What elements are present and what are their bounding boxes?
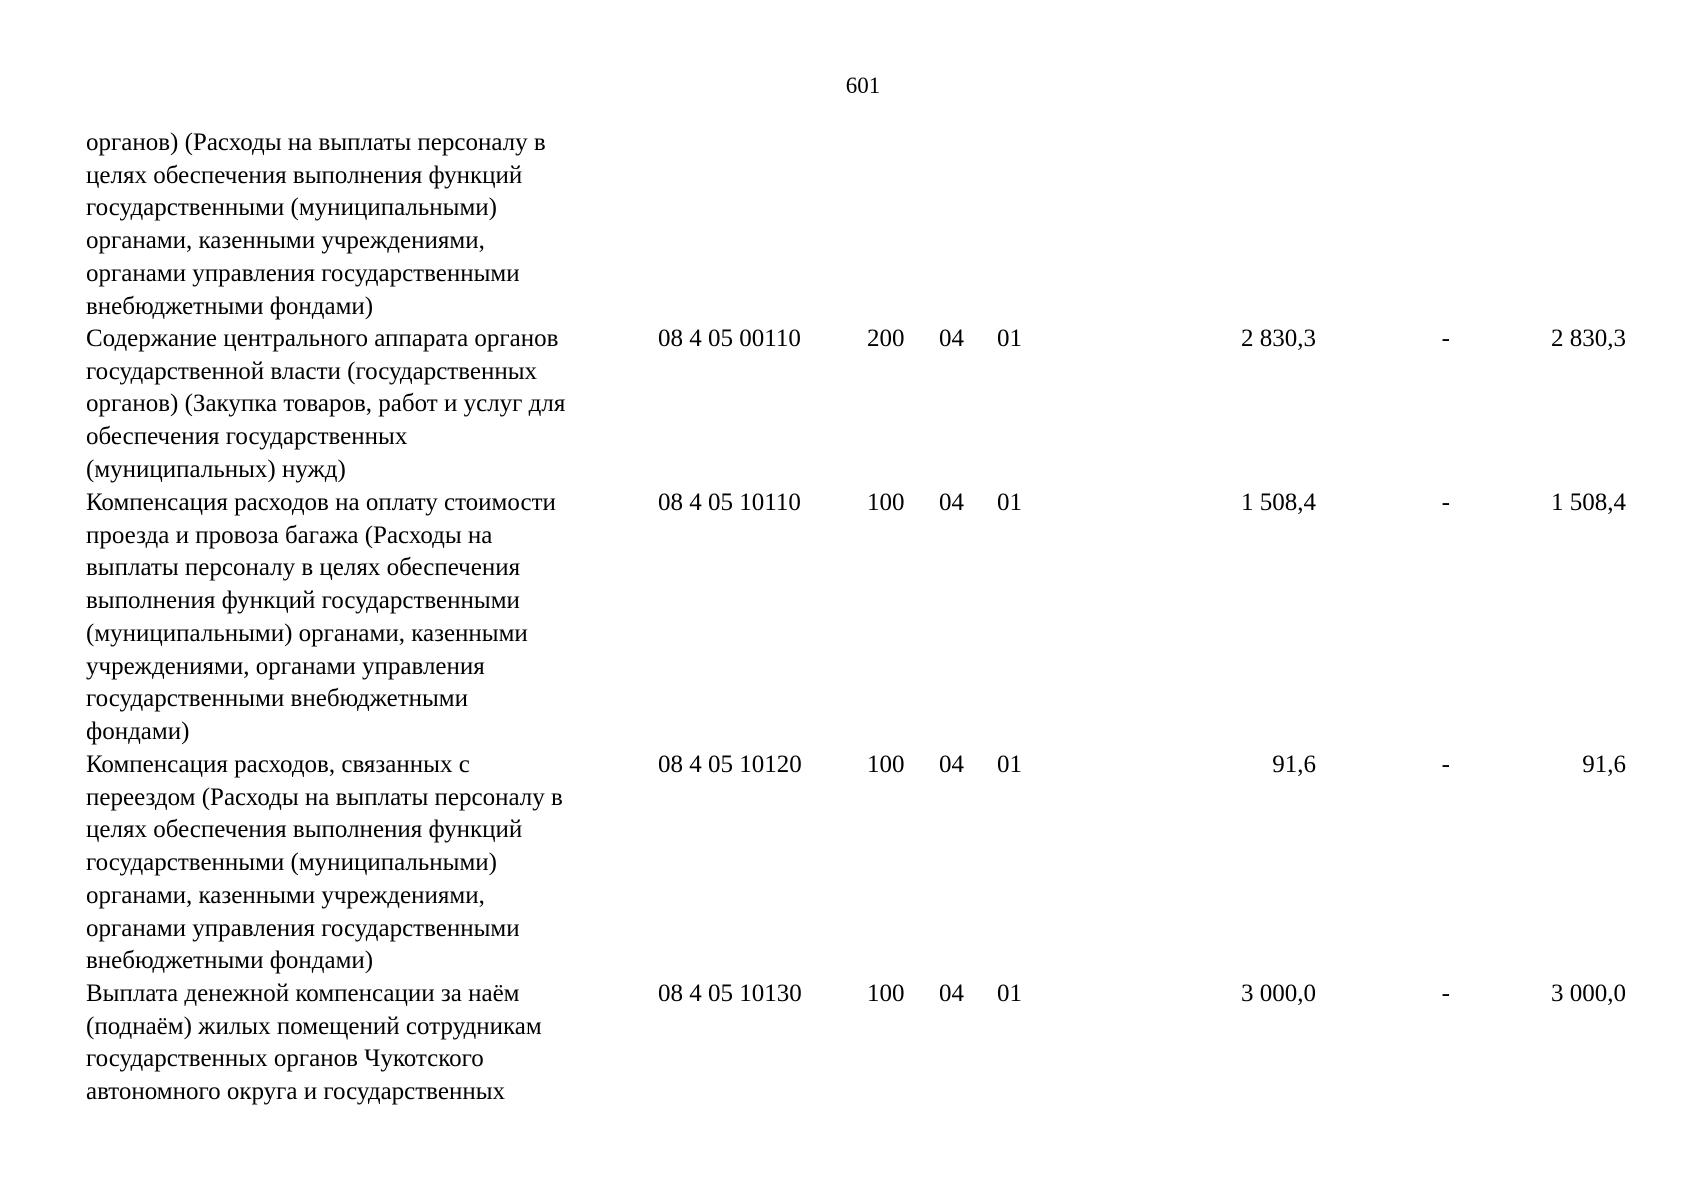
row-csr-code: 08 4 05 10120: [658, 751, 802, 778]
row-rz-code: 04: [939, 489, 964, 516]
row-rz-code: 04: [939, 980, 964, 1007]
table-row: [86, 749, 1626, 978]
row-vr-code: 100: [867, 980, 905, 1007]
row-vr-code: 200: [867, 325, 905, 352]
row-pr-code: 01: [997, 325, 1022, 352]
row-vr-code: 100: [867, 489, 905, 516]
row-csr-code: 08 4 05 10130: [658, 980, 802, 1007]
row-csr-code: 08 4 05 10110: [658, 489, 801, 516]
row-csr-code: 08 4 05 00110: [658, 325, 801, 352]
row-pr-code: 01: [997, 751, 1022, 778]
page-number: 601: [845, 73, 881, 98]
row-amount-total: 3 000,0: [1551, 980, 1626, 1007]
row-amount: 3 000,0: [1241, 980, 1316, 1007]
row-change: -: [1441, 489, 1450, 516]
row-change: -: [1441, 980, 1450, 1007]
table-row: [86, 323, 1626, 487]
row-vr-code: 100: [867, 751, 905, 778]
table-row: [86, 978, 1626, 1110]
row-change: -: [1441, 325, 1450, 352]
row-pr-code: 01: [997, 489, 1022, 516]
row-description: органов) (Расходы на выплаты персоналу в целях обеспечения выполнения функций государственными (муниципальными) органами, казенными учреждениями, органами управления государственными внебюджетными фондами): [86, 129, 546, 320]
row-amount: 1 508,4: [1241, 489, 1316, 516]
row-rz-code: 04: [939, 751, 964, 778]
row-description: Содержание центрального аппарата органов государственной власти (государственных органов) (Закупка товаров, работ и услуг для обеспечения государственных (муниципальных) нужд): [86, 325, 566, 483]
row-amount-total: 1 508,4: [1551, 489, 1626, 516]
row-amount-total: 91,6: [1582, 751, 1626, 778]
row-amount: 91,6: [1272, 751, 1316, 778]
row-rz-code: 04: [939, 325, 964, 352]
row-change: -: [1441, 751, 1450, 778]
row-description: Компенсация расходов на оплату стоимости проезда и провоза багажа (Расходы на выплаты персоналу в целях обеспечения выполнения функций государственными (муниципальными) органами, казенными учреждениями, органами управления государственными внебюджетными фондами): [86, 489, 556, 745]
table-row: [86, 487, 1626, 749]
row-description: Выплата денежной компенсации за наём (поднаём) жилых помещений сотрудникам государственных органов Чукотского автономного округа и государственных: [86, 980, 542, 1106]
row-description: Компенсация расходов, связанных с переездом (Расходы на выплаты персоналу в целях обеспечения выполнения функций государственными (муниципальными) органами, казенными учреждениями, органами управления государственными внебюджетными фондами): [86, 751, 563, 975]
row-amount-total: 2 830,3: [1551, 325, 1626, 352]
row-pr-code: 01: [997, 980, 1022, 1007]
row-amount: 2 830,3: [1241, 325, 1316, 352]
table-row: [86, 127, 1626, 323]
